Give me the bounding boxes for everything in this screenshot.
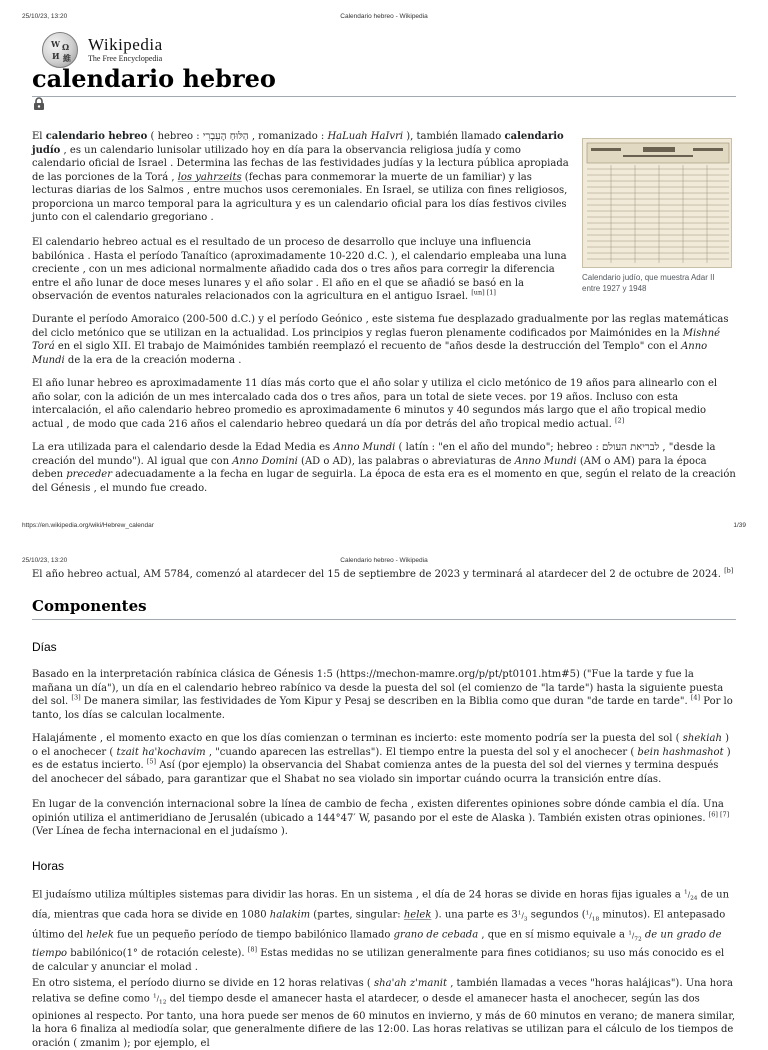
lock-icon[interactable] bbox=[32, 97, 46, 111]
print-header-page-2 bbox=[0, 554, 768, 568]
wikipedia-globe-icon: W Ω И 維 bbox=[42, 32, 78, 68]
print-timestamp: 25/10/23, 13:20 bbox=[22, 557, 68, 564]
print-timestamp: 25/10/23, 13:20 bbox=[22, 13, 68, 20]
link-helek[interactable]: helek bbox=[403, 909, 432, 921]
print-doc-title: Calendario hebreo - Wikipedia bbox=[340, 557, 428, 564]
paragraph-horas-1: El judaísmo utiliza múltiples sistemas para dividir las horas. En un sistema , el día de 24 horas se divide en horas fijas iguales a $^1/_{24}$ de un día, mientras que cada hora se divide en 1080 halakim (partes, singular: helek ). una parte es $3^1/_3$ segundos ($^1/_{18}$ minutos). El antepasado último del helek fue un pequeño período de tiempo babilónico llamado grano de cebada , que en sí mismo equivale a $^1/_{72}$ de un grado de tiempo babilónico(1° de rotación celeste). [8] Estas medidas no se utilizan generalmente para fines cotidianos; su uso más conocido es el de calcular y anunciar el molad . bbox=[32, 889, 730, 974]
paragraph-horas-2: En otro sistema, el período diurno se divide en 12 horas relativas ( sha'ah z'manit , también llamadas a veces "horas halájicas"). Una hora relativa se define como $^1/_{12}$ del tiempo desde el amanecer hasta el atardecer, o desde el amanecer hasta el anochecer, según las dos opiniones al respecto. Por tanto, una hora puede ser menos de 60 minutos en invierno, y más de 60 minutos en verano; de manera similar, la hora 6 finaliza al mediodía solar, que generalmente difiere de las 12:00. Las horas relativas se utilizan para el cálculo de los tiempos de oración ( zmanim ); por ejemplo, el bbox=[32, 978, 736, 1049]
print-url[interactable]: https://en.wikipedia.org/wiki/Hebrew_calendar bbox=[22, 522, 154, 529]
reference-link[interactable]: [4] bbox=[690, 693, 701, 702]
reference-link[interactable]: [6] [7] bbox=[708, 810, 730, 819]
paragraph-dias-1: Basado en la interpretación rabínica clásica de Génesis 1:5 (https://mechon-mamre.org/p/pt/pt0101.htm#5) ("Fue la tarde y fue la mañana un día"), un día en el calendario hebreo rabínico va desde la puesta del sol (el comienzo de "la tarde") hasta la siguiente puesta del sol. [3] De manera similar, las festividades de Yom Kipur y Pesaj se describen en la Biblia como que duran "de tarde en tarde". [4] Por lo tanto, los días se calculan localmente. bbox=[32, 669, 733, 721]
paragraph-lunar-year: El año lunar hebreo es aproximadamente 11 días más corto que el año solar y utiliza el ciclo metónico de 19 años para alinearlo con el año solar, con la adición de un mes intercalado cada dos o tres años, para un total de siete veces. por 19 años. Incluso con esta intercalación, el año calendario hebreo promedio es aproximadamente 6 minutos y 40 segundos más largo que el año tropical medio actual , de modo que cada 216 años el calendario hebreo quedará un día por detrás del año tropical medio actual. [2] bbox=[32, 378, 718, 430]
subsection-heading-dias: Días bbox=[32, 640, 57, 654]
section-heading-componentes: Componentes bbox=[32, 597, 736, 620]
print-page-number: 1/39 bbox=[733, 522, 746, 529]
reference-link[interactable]: [un] [1] bbox=[471, 288, 496, 297]
print-header bbox=[0, 10, 768, 24]
calendar-figure[interactable] bbox=[582, 138, 734, 294]
paragraph-history: El calendario hebreo actual es el resultado de un proceso de desarrollo que incluye una influencia babilónica . Hasta el período Tanaítico (aproximadamente 10-220 d.C. ), el calendario empleaba una luna creciente , con un mes adicional normalmente añadido cada dos o tres años para corregir la diferencia entre el año lunar de doce meses lunares y el año solar . El año en el que se añadió se basó en la observación de eventos naturales relacionados con la agricultura en el antiguo Israel. [un] [1] bbox=[32, 237, 567, 302]
reference-link[interactable]: [3] bbox=[71, 693, 81, 702]
figure-caption: Calendario judío, que muestra Adar II entre 1927 y 1948 bbox=[582, 273, 715, 293]
print-doc-title: Calendario hebreo - Wikipedia bbox=[340, 13, 428, 20]
wikipedia-tagline: The Free Encyclopedia bbox=[88, 54, 163, 63]
paragraph-intro: El calendario hebreo ( hebreo : הַלּוּחַ הָעִבְרִי , romanizado : HaLuah HaIvri ), también llamado calendario judío , es un calendario lunisolar utilizado hoy en día para la observancia religiosa judía y como calendario oficial de Israel . Determina las fechas de las festividades judías y la lectura pública apropiada de las porciones de la Torá , los yahrzeits (fechas para conmemorar la muerte de un familiar) y las lecturas diarias de los Salmos , entre muchos usos ceremoniales. En Israel, se utiliza con fines religiosos, proporciona un marco temporal para la agricultura y es un calendario oficial para los días festivos civiles junto con el calendario gregoriano . bbox=[32, 131, 569, 223]
paragraph-amoraic: Durante el período Amoraico (200-500 d.C.) y el período Geónico , este sistema fue desplazado gradualmente por las reglas matemáticas del ciclo metónico que se utilizan en la actualidad. Los principios y reglas fueron plenamente codificados por Maimónides en la Mishné Torá en el siglo XII. El trabajo de Maimónides también reemplazó el recuento de "años desde la destrucción del Templo" con el Anno Mundi de la era de la creación moderna . bbox=[32, 314, 729, 366]
reference-link[interactable]: [5] bbox=[146, 757, 157, 766]
wikipedia-wordmark: Wikipedia bbox=[88, 35, 163, 54]
page-title: calendario hebreo bbox=[32, 64, 736, 97]
calendar-image[interactable] bbox=[582, 138, 732, 268]
subsection-heading-horas: Horas bbox=[32, 859, 65, 873]
paragraph-dias-3: En lugar de la convención internacional sobre la línea de cambio de fecha , existen diferentes opiniones sobre dónde cambia el día. Una opinión utiliza el antimeridiano de Jerusalén (ubicado a 144°47′ W, pasando por el este de Alaska ). También existen otras opiniones. [6] [7] (Ver Línea de fecha internacional en el judaísmo ). bbox=[32, 799, 730, 837]
paragraph-era: La era utilizada para el calendario desde la Edad Media es Anno Mundi ( latín : "en el año del mundo"; hebreo : לבריאת העולם , "desde la creación del mundo"). Al igual que con Anno Domini (AD o AD), las palabras o abreviaturas de Anno Mundi (AM o AM) para la época deben preceder adecuadamente a la fecha en lugar de seguirla. La época de esta era es el momento en que, según el relato de la creación del Génesis , el mundo fue creado. bbox=[32, 442, 736, 494]
reference-link[interactable]: [2] bbox=[614, 416, 625, 425]
reference-link[interactable]: [b] bbox=[724, 566, 734, 575]
paragraph-dias-2: Halajámente , el momento exacto en que los días comienzan o terminan es incierto: este momento podría ser la puesta del sol ( shekiah ) o el anochecer ( tzait ha'kochavim , "cuando aparecen las estrellas"). El tiempo entre la puesta del sol y el anochecer ( bein hashmashot ) es de estatus incierto. [5] Así (por ejemplo) la observancia del Shabat comienza antes de la puesta del sol del viernes y termina después del anochecer del sábado, para garantizar que el Shabat no sea violado sin importar cuándo ocurra la transición entre días. bbox=[32, 733, 731, 785]
paragraph-current-year: El año hebreo actual, AM 5784, comenzó al atardecer del 15 de septiembre de 2023 y terminará al atardecer del 2 de octubre de 2024. [b] bbox=[32, 566, 734, 580]
reference-link[interactable]: [8] bbox=[247, 945, 258, 954]
link-yahrzeits[interactable]: los yahrzeits bbox=[177, 171, 242, 183]
print-footer bbox=[0, 519, 768, 533]
